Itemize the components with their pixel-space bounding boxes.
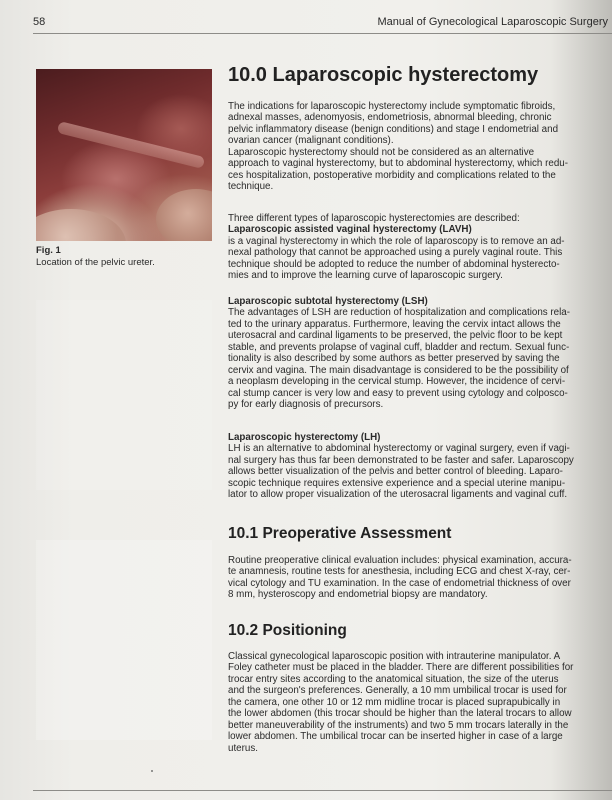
text-line: Classical gynecological laparoscopic position with intrauterine manipulator. A <box>228 651 561 662</box>
text-line: The advantages of LSH are reduction of hospitalization and complications rela- <box>228 307 571 319</box>
tissue-shape <box>156 189 212 241</box>
page-number: 58 <box>33 16 46 28</box>
lh-heading: Laparoscopic hysterectomy (LH) <box>228 432 381 443</box>
text-line: py for early diagnosis of precursors. <box>228 399 384 411</box>
text-line: better maneuverability of the instruments) and two 5 mm trocars laterally in the <box>228 719 569 731</box>
text-line: the camera, one other 10 or 12 mm midline trocar is placed suprapubically in <box>228 696 561 708</box>
text-line: uterus. <box>228 742 258 754</box>
positioning-paragraph <box>228 651 612 754</box>
text-line: nal surgery has thus far been demonstrated to be faster and safer. Laparoscopy <box>228 454 574 466</box>
ureter-shape <box>57 121 205 169</box>
section-heading-positioning: 10.2 Positioning <box>228 622 347 639</box>
text-line: technique should be adopted to reduce the number of abdominal hysterecto- <box>228 258 560 270</box>
text-line: allows better visualization of the pelvis and better control of bleeding. Laparo- <box>228 466 563 478</box>
figure-caption: Location of the pelvic ureter. <box>36 257 155 268</box>
text-line: adnexal masses, adenomyosis, endometriosis, abnormal bleeding, chronic <box>228 112 552 124</box>
lavh-heading: Laparoscopic assisted vaginal hysterectomy (LAVH) <box>228 224 472 236</box>
tissue-shape <box>36 209 126 241</box>
lsh-heading: Laparoscopic subtotal hysterectomy (LSH) <box>228 296 428 307</box>
text-line: te anamnesis, routine tests for anesthesia, including ECG and chest X-ray, cer- <box>228 566 571 578</box>
text-line: nexal pathology that cannot be approached using a purely vaginal route. This <box>228 247 563 259</box>
text-line: pelvic inflammatory disease (benign conditions) and stage I endometrial and <box>228 123 559 135</box>
text-line: a neoplasm developing in the cervical stump. However, the incidence of cervi- <box>228 376 566 388</box>
lsh-paragraph <box>228 296 612 411</box>
text-line: technique. <box>228 181 274 193</box>
text-line: Three different types of laparoscopic hysterectomies are described: <box>228 213 520 224</box>
intro-paragraph <box>228 101 612 193</box>
text-line: Routine preoperative clinical evaluation includes: physical examination, accura- <box>228 555 572 566</box>
running-title: Manual of Gynecological Laparoscopic Surgery <box>377 16 608 28</box>
text-line: stable, and prevents prolapse of vaginal cuff, bladder and rectum. Sexual func- <box>228 341 570 353</box>
text-line: uterosacral and cardinal ligaments to be preserved, the pelvic floor to be kept <box>228 330 563 342</box>
text-line: and the surgeon's preferences. Generally, a 10 mm umbilical trocar is used for <box>228 685 567 697</box>
text-line: vical cytology and TU examination. In the case of endometrial thickness of over <box>228 577 571 589</box>
text-line: ted to the urinary apparatus. Furthermore, leaving the cervix intact allows the <box>228 318 561 330</box>
text-line: trocar entry sites according to the anatomical situation, the size of the uterus <box>228 673 559 685</box>
text-line: the lower abdomen (this trocar should be higher than the lateral trocars to allow <box>228 708 572 720</box>
header-rule <box>33 33 612 34</box>
text-line: ovarian cancer (malignant conditions). <box>228 135 394 147</box>
text-line: lower abdomen. The umbilical trocar can be inserted higher in case of a large <box>228 731 563 743</box>
text-line: Foley catheter must be placed in the bladder. There are different possibilities for <box>228 662 574 674</box>
laparoscopic-photo <box>36 69 212 241</box>
text-line: scopic technique requires extensive experience and a special uterine manipu- <box>228 477 566 489</box>
text-line: cal stump cancer is very low and easy to prevent using cytology and colposco- <box>228 387 568 399</box>
paper-speck <box>151 770 153 772</box>
lh-paragraph <box>228 432 612 501</box>
text-line: mies and to improve the learning curve of laparoscopic surgery. <box>228 270 503 282</box>
chapter-heading: 10.0 Laparoscopic hysterectomy <box>228 64 539 86</box>
lavh-paragraph <box>228 213 612 282</box>
text-line: ces hospitalization, postoperative morbidity and complications related to the <box>228 169 556 181</box>
section-heading-preoperative: 10.1 Preoperative Assessment <box>228 525 452 542</box>
preoperative-paragraph <box>228 555 612 601</box>
footer-rule <box>33 790 612 791</box>
margin-panel <box>36 540 212 740</box>
text-line: tionality is also described by some authors as better preserved by saving the <box>228 353 560 365</box>
text-line: lator to allow proper visualization of the uterosacral ligaments and vaginal cuff. <box>228 489 568 501</box>
text-line: LH is an alternative to abdominal hysterectomy or vaginal surgery, even if vagi- <box>228 443 570 455</box>
text-line: The indications for laparoscopic hysterectomy include symptomatic fibroids, <box>228 101 556 112</box>
figure-label: Fig. 1 <box>36 245 61 256</box>
text-line: is a vaginal hysterectomy in which the role of laparoscopy is to remove an ad- <box>228 235 565 247</box>
text-line: Laparoscopic hysterectomy should not be considered as an alternative <box>228 146 535 158</box>
margin-panel <box>36 300 212 490</box>
text-line: 8 mm, hysteroscopy and endometrial biopsy are mandatory. <box>228 589 488 601</box>
text-line: cervix and vagina. The main disadvantage is considered to be the possibility of <box>228 364 569 376</box>
text-line: approach to vaginal hysterectomy, but to abdominal hysterectomy, which redu- <box>228 158 568 170</box>
